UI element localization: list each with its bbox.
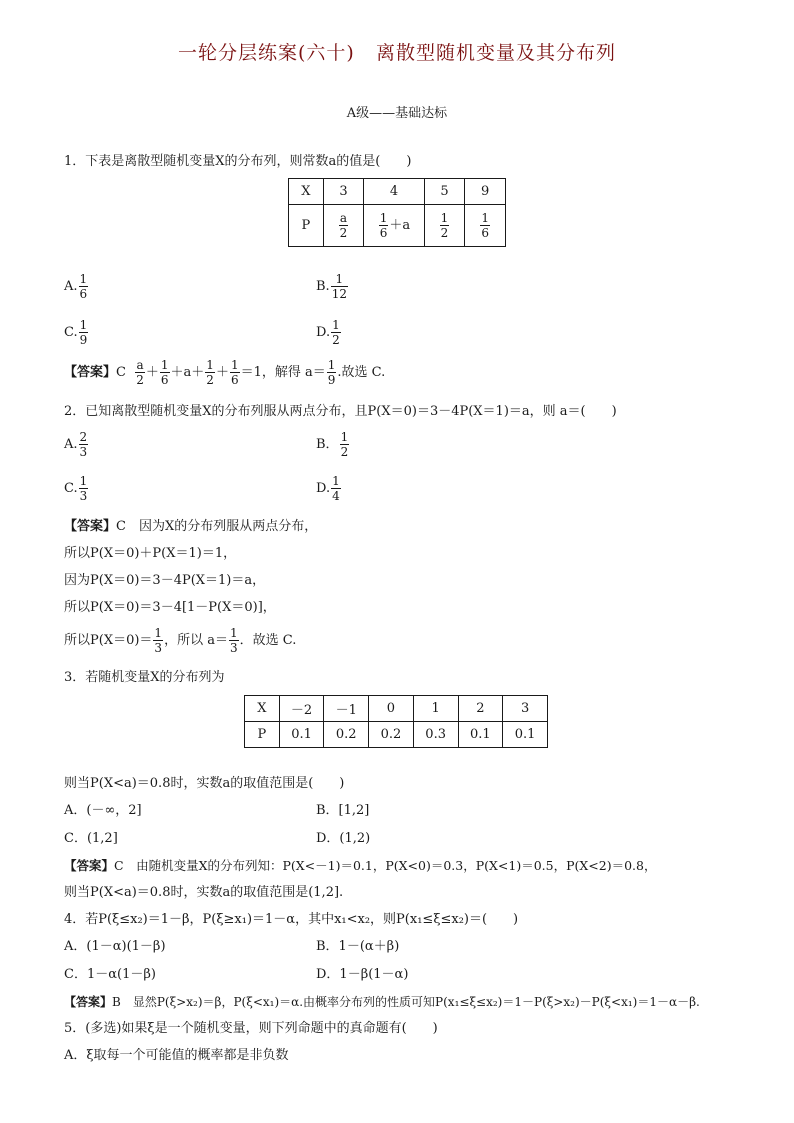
q2-answer-line: 所以P(X＝0)＋P(X＝1)＝1， <box>64 546 237 561</box>
table-cell: 0.3 <box>413 722 458 748</box>
q4-option-c[interactable]: C．1－α(1－β) <box>64 967 156 982</box>
table-header-p: P <box>245 722 280 748</box>
table-cell: 0.1 <box>503 722 548 748</box>
q4-option-d[interactable]: D．1－β(1－α) <box>316 967 409 982</box>
q1-stem: 1．下表是离散型随机变量X的分布列，则常数a的值是( ) <box>64 154 412 169</box>
table-cell: $\frac{1}{6}$ ＋a <box>364 205 424 247</box>
table-cell: $\frac{1}{2}$ <box>424 205 465 247</box>
table-cell: －2 <box>279 696 324 722</box>
q1-answer: 【答案】C $\frac{a}{2}$ ＋ $\frac{1}{6}$ ＋a＋ $\frac{1}{2}$ ＋ $\frac{1}{6}$ ＝1，解得 a＝ $\frac{1}{9}$ .故选 C. <box>64 358 386 387</box>
q1-option-d[interactable]: D. $\frac{1}{2}$ <box>316 318 340 347</box>
q3-answer-line: 则当P(X<a)＝0.8时，实数a的取值范围是(1,2]. <box>64 885 344 900</box>
table-cell: $\frac{1}{6}$ <box>465 205 506 247</box>
q5-option-a[interactable]: A．ξ取每一个可能值的概率都是非负数 <box>64 1048 289 1063</box>
table-cell: $\frac{a}{2}$ <box>323 205 364 247</box>
table-header-x: X <box>245 696 280 722</box>
q1-option-c[interactable]: C. $\frac{1}{9}$ <box>64 318 88 347</box>
table-cell: 3 <box>503 696 548 722</box>
table-cell: 5 <box>424 179 465 205</box>
table-cell: 2 <box>458 696 503 722</box>
table-cell: 0.1 <box>458 722 503 748</box>
q1-distribution-table <box>288 178 506 247</box>
q3-answer: 【答案】C 由随机变量X的分布列知：P(X<－1)＝0.1，P(X<0)＝0.3，P(X<1)＝0.5，P(X<2)＝0.8， <box>64 858 657 873</box>
q2-answer-line: 所以P(X＝0)＝3－4[1－P(X＝0)]， <box>64 600 276 615</box>
q3-option-c[interactable]: C．(1,2] <box>64 831 118 846</box>
table-header-x: X <box>289 179 324 205</box>
table-cell: 0.2 <box>369 722 414 748</box>
q1-option-a[interactable]: A. $\frac{1}{6}$ <box>64 272 88 301</box>
q2-option-c[interactable]: C. $\frac{1}{3}$ <box>64 474 88 503</box>
q3-option-a[interactable]: A．(－∞，2] <box>64 803 142 818</box>
table-cell: 4 <box>364 179 424 205</box>
table-cell: 3 <box>323 179 364 205</box>
q3-stem: 3．若随机变量X的分布列为 <box>64 670 225 685</box>
page-title: 一轮分层练案(六十) 离散型随机变量及其分布列 <box>178 42 616 64</box>
table-cell: 9 <box>465 179 506 205</box>
level-heading: A级——基础达标 <box>346 106 448 121</box>
q2-option-a[interactable]: A. $\frac{2}{3}$ <box>64 430 88 459</box>
q2-answer: 【答案】C 因为X的分布列服从两点分布， <box>64 519 318 534</box>
q2-answer-line: 所以P(X＝0)＝ $\frac{1}{3}$ ，所以 a＝ $\frac{1}{3}$ ．故选 C. <box>64 626 297 655</box>
q3-question: 则当P(X<a)＝0.8时，实数a的取值范围是( ) <box>64 776 345 791</box>
q5-stem: 5．(多选)如果ξ是一个随机变量，则下列命题中的真命题有( ) <box>64 1021 438 1036</box>
q2-answer-line: 因为P(X＝0)＝3－4P(X＝1)＝a， <box>64 573 266 588</box>
q2-stem: 2．已知离散型随机变量X的分布列服从两点分布，且P(X＝0)＝3－4P(X＝1)＝a，则 a＝( ) <box>64 404 617 419</box>
q4-answer: 【答案】B 显然P(ξ>x₂)＝β，P(ξ<x₁)＝α.由概率分布列的性质可知P(x₁≤ξ≤x₂)＝1－P(ξ>x₂)－P(ξ<x₁)＝1－α－β. <box>64 995 700 1009</box>
table-cell: －1 <box>324 696 369 722</box>
table-cell: 0.2 <box>324 722 369 748</box>
q3-option-d[interactable]: D．(1,2) <box>316 831 371 846</box>
q4-option-b[interactable]: B．1－(α＋β) <box>316 939 400 954</box>
q2-option-b[interactable]: B． $\frac{1}{2}$ <box>316 430 349 459</box>
q1-option-b[interactable]: B. $\frac{1}{12}$ <box>316 272 347 301</box>
q3-option-b[interactable]: B．[1,2] <box>316 803 370 818</box>
q2-option-d[interactable]: D. $\frac{1}{4}$ <box>316 474 340 503</box>
q3-distribution-table <box>244 695 548 748</box>
q4-option-a[interactable]: A．(1－α)(1－β) <box>64 939 166 954</box>
table-header-p: P <box>289 205 324 247</box>
table-cell: 0 <box>369 696 414 722</box>
table-cell: 0.1 <box>279 722 324 748</box>
q4-stem: 4．若P(ξ≤x₂)＝1－β，P(ξ≥x₁)＝1－α，其中x₁<x₂，则P(x₁≤ξ≤x₂)＝( ) <box>64 912 519 927</box>
table-cell: 1 <box>413 696 458 722</box>
